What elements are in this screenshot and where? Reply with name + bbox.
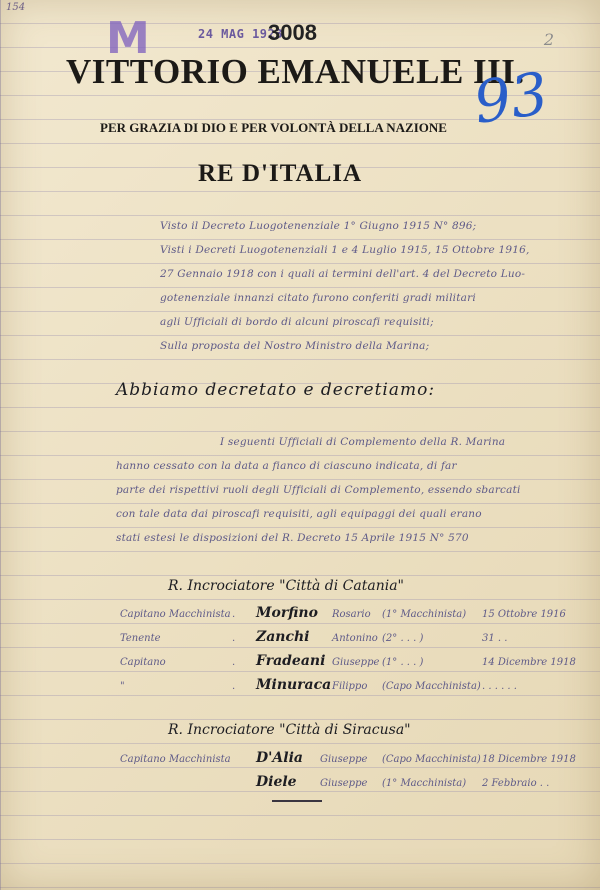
end-divider — [272, 800, 322, 802]
officer-row — [120, 653, 576, 677]
purple-m-stamp: M — [106, 13, 150, 64]
officer-date: 14 Dicembre 1918 — [482, 657, 576, 668]
officer-role: (2° . . . ) — [382, 633, 424, 644]
body-line: parte dei rispettivi ruoli degli Ufficiali di Complemento, essendo sbarcati — [116, 484, 521, 496]
officer-role: (Capo Macchinista) — [382, 754, 481, 765]
officer-surname: Minuraca — [256, 677, 332, 693]
officer-name: Rosario — [332, 609, 371, 620]
preamble-line: Visti i Decreti Luogotenenziali 1 e 4 Luglio 1915, 15 Ottobre 1916, — [160, 244, 530, 256]
officer-row — [120, 750, 576, 774]
preamble-line: 27 Gennaio 1918 con i quali ai termini dell'art. 4 del Decreto Luo- — [160, 268, 526, 280]
decree-heading: Abbiamo decretato e decretiamo: — [116, 380, 436, 400]
margin-line — [0, 0, 1, 890]
corner-note: 154 — [6, 2, 26, 13]
officer-rank: " — [120, 681, 125, 692]
body-line: hanno cessato con la data a fianco di ciascuno indicata, di far — [116, 460, 457, 472]
officer-name: Giuseppe — [332, 657, 380, 668]
preamble-line: agli Ufficiali di bordo di alcuni piroscafi requisiti; — [160, 316, 434, 328]
king-title: VITTORIO EMANUELE III. — [66, 52, 525, 91]
officer-date: 15 Ottobre 1916 — [482, 609, 566, 620]
ship-heading: R. Incrociatore "Città di Siracusa" — [168, 722, 411, 738]
officer-rank: Capitano Macchinista — [120, 754, 231, 765]
officer-date: 2 Febbraio . . — [482, 778, 550, 789]
protocol-number: 3008 — [268, 20, 317, 45]
preamble-line: Sulla proposta del Nostro Ministro della Marina; — [160, 340, 430, 352]
officer-name: Antonino — [332, 633, 378, 644]
body-line: I seguenti Ufficiali di Complemento della R. Marina — [220, 436, 506, 448]
grace-line: PER GRAZIA DI DIO E PER VOLONTÀ DELLA NAZIONE — [100, 120, 447, 135]
body-line: con tale data dai piroscafi requisiti, agli equipaggi dei quali erano — [116, 508, 482, 520]
date-stamp: 24 MAG 1923 — [198, 27, 283, 41]
preamble-line: gotenenziale innanzi citato furono conferiti gradi militari — [160, 292, 476, 304]
officer-name: Giuseppe — [320, 778, 368, 789]
officer-date: 18 Dicembre 1918 — [482, 754, 576, 765]
officer-row — [120, 774, 570, 798]
officer-role: (Capo Macchinista) — [382, 681, 481, 692]
officer-surname: D'Alia — [256, 750, 303, 766]
officer-rank: Tenente — [120, 633, 161, 644]
officer-date: 31 . . — [482, 633, 508, 644]
body-line: stati estesi le disposizioni del R. Decreto 15 Aprile 1915 N° 570 — [116, 532, 469, 544]
officer-row — [120, 605, 570, 629]
ditto-mark: . — [232, 609, 236, 620]
re-ditalia-heading: RE D'ITALIA — [198, 160, 363, 187]
preamble-line: Visto il Decreto Luogotenenziale 1° Giugno 1915 N° 896; — [160, 220, 477, 232]
officer-surname: Diele — [256, 774, 297, 790]
officer-surname: Morfino — [256, 605, 318, 621]
officer-role: (1° . . . ) — [382, 657, 424, 668]
corner-mark: 2 — [543, 30, 554, 49]
officer-rank: Capitano — [120, 657, 166, 668]
officer-row — [120, 629, 570, 653]
officer-date: . . . . . . — [482, 681, 517, 692]
ship-heading: R. Incrociatore "Città di Catania" — [168, 578, 404, 594]
officer-role: (1° Macchinista) — [382, 609, 467, 620]
ditto-mark: . — [232, 633, 236, 644]
officer-name: Giuseppe — [320, 754, 368, 765]
ditto-mark: . — [232, 681, 236, 692]
officer-name: Filippo — [332, 681, 368, 692]
blue-handwritten-number: 93 — [469, 59, 553, 137]
officer-rank: Capitano Macchinista — [120, 609, 231, 620]
officer-surname: Fradeani — [256, 653, 326, 669]
officer-row — [120, 677, 570, 701]
officer-role: (1° Macchinista) — [382, 778, 467, 789]
officer-surname: Zanchi — [256, 629, 310, 645]
ditto-mark: . — [232, 657, 236, 668]
